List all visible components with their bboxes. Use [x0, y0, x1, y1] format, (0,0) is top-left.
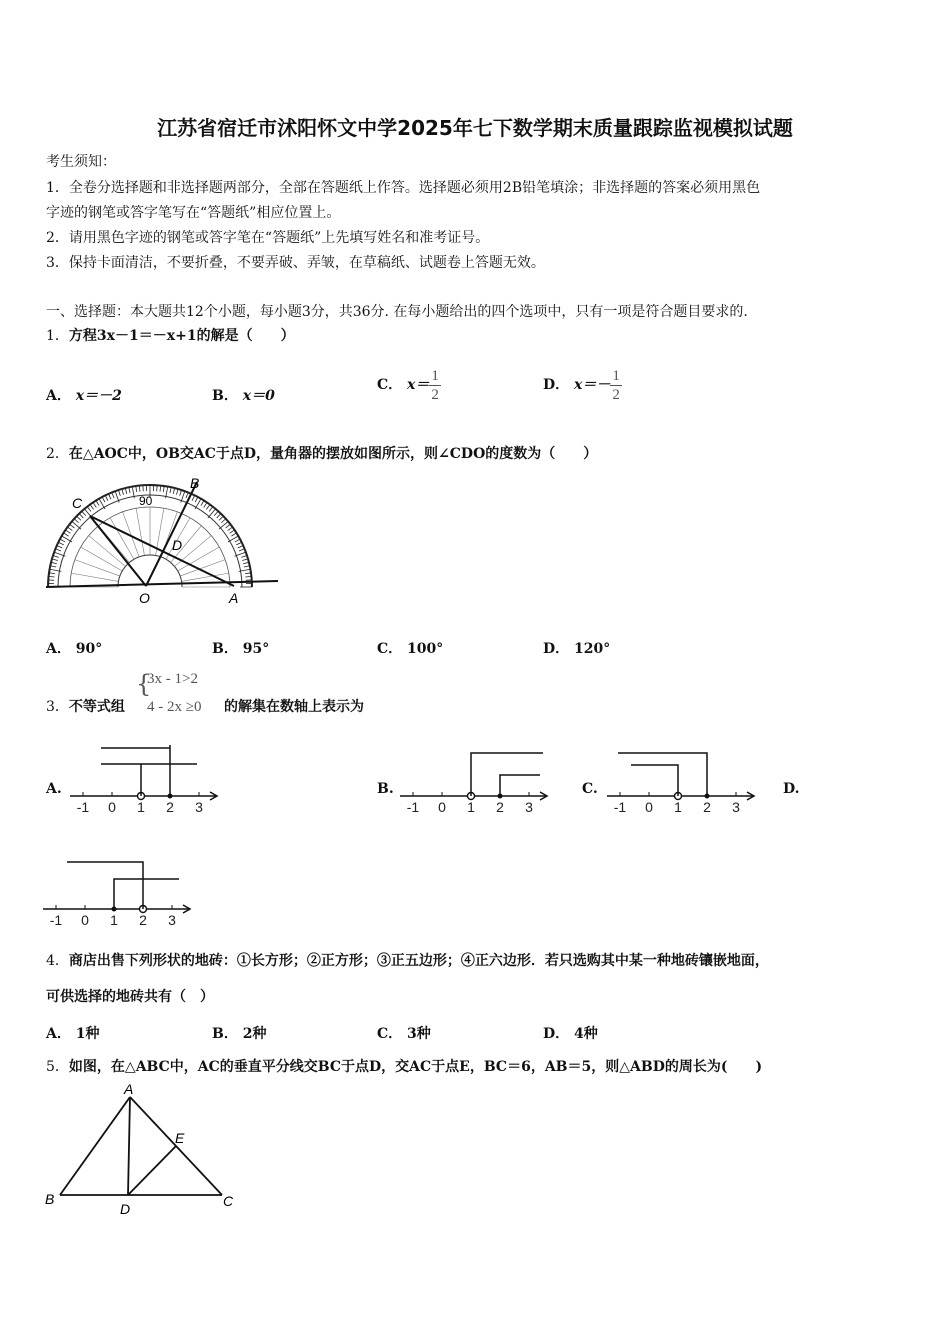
protractor-tick: [93, 502, 96, 507]
protractor-tick: [173, 488, 174, 494]
tick-label: 2: [496, 799, 504, 815]
protractor-tick: [112, 492, 114, 498]
tick-label: 0: [645, 799, 653, 815]
protractor-tick: [67, 527, 72, 531]
protractor-ray: [71, 573, 118, 581]
question-stem: 如图，在△ABC中，AC的垂直平分线交BC于点D，交AC于点E，BC＝6，AB＝5，则△ABD的周长为( ): [68, 1059, 763, 1075]
q4-option-c[interactable]: C． 3种: [377, 1026, 431, 1042]
protractor-tick: [82, 511, 86, 515]
tick-label: -1: [76, 799, 90, 815]
protractor-tick: [201, 500, 204, 505]
label-b: B: [190, 475, 200, 491]
notice-item-3: 3．保持卡面清洁，不要折叠，不要弄破、弄皱，在草稿纸、试题卷上答题无效。: [46, 255, 545, 271]
protractor-tick: [217, 514, 221, 518]
brace: {: [136, 670, 152, 698]
protractor-tick: [235, 539, 240, 542]
protractor-tick: [51, 562, 57, 563]
protractor-figure: [40, 470, 280, 610]
tick-label: 2: [703, 799, 711, 815]
protractor-tick: [238, 546, 243, 548]
protractor-ray: [123, 512, 139, 557]
notice-item-2: 2．请用黑色字迹的钢笔或答字笔在“答题纸”上先填写姓名和准考证号。: [46, 230, 490, 246]
number-line-a[interactable]: [68, 745, 223, 815]
protractor-tick: [176, 489, 178, 495]
q1-option-c[interactable]: C． x＝ $\frac{1}{2}$: [377, 367, 439, 403]
label-o: O: [139, 590, 150, 606]
question-stem: 方程3x－1＝－x+1的解是（ ）: [68, 328, 295, 344]
protractor-tick: [180, 490, 182, 496]
page-title: 江苏省宿迁市沭阳怀文中学2025年七下数学期末质量跟踪监视模拟试题: [157, 116, 793, 140]
protractor-tick: [243, 562, 249, 563]
q1-option-b[interactable]: B． x＝0: [212, 388, 275, 404]
protractor-tick: [221, 519, 225, 523]
protractor-tick: [118, 490, 120, 496]
q4-option-b[interactable]: B． 2种: [212, 1026, 267, 1042]
protractor-tick: [87, 507, 91, 512]
q1-option-a[interactable]: A． x＝－2: [46, 388, 122, 404]
protractor-tick: [219, 521, 228, 529]
protractor-tick: [129, 487, 130, 493]
q3-option-d-label[interactable]: D.: [783, 781, 800, 797]
protractor-tick: [236, 542, 241, 545]
protractor-tick: [192, 495, 195, 500]
question-2: [46, 444, 597, 464]
question-stem-post: 的解集在数轴上表示为: [224, 699, 364, 715]
protractor-tick: [52, 559, 58, 561]
protractor-tick: [204, 502, 207, 507]
protractor-tick: [228, 527, 233, 531]
protractor-tick: [122, 489, 124, 495]
protractor-tick: [195, 497, 198, 502]
protractor-ray: [110, 518, 134, 560]
tick-label: 1: [467, 799, 475, 815]
tick-label: 0: [108, 799, 116, 815]
protractor-tick: [242, 559, 248, 561]
tick-label: 0: [438, 799, 446, 815]
protractor-tick: [96, 500, 99, 505]
protractor-ray: [136, 508, 144, 555]
protractor-tick: [206, 504, 210, 509]
section-heading: 一、选择题：本大题共12个小题，每小题3分，共36分. 在每小题给出的四个选项中，只有一项是符合题目要求的.: [46, 304, 748, 320]
question-4-line-1: 4．商店出售下列形状的地砖：①长方形；②正方形；③正五边形；④正六边形．若只选购其中某一种地砖镶嵌地面，: [46, 953, 769, 969]
protractor-tick: [170, 487, 171, 493]
protractor-tick: [57, 546, 62, 548]
protractor-tick: [65, 530, 70, 533]
question-stem: 不等式组: [68, 699, 125, 715]
fraction: $\frac{1}{2}$: [612, 367, 620, 403]
protractor-ray: [178, 547, 220, 571]
protractor-tick: [226, 524, 231, 528]
protractor-tick: [55, 549, 61, 551]
protractor-tick: [230, 530, 235, 533]
label-a: A: [124, 1082, 134, 1097]
protractor-tick: [219, 516, 223, 520]
protractor-tick: [209, 507, 213, 512]
q2-option-c[interactable]: C． 100°: [377, 641, 444, 657]
label-d: D: [172, 537, 183, 553]
protractor-tick: [109, 494, 111, 499]
question-1: [46, 326, 295, 346]
protractor-tick: [70, 524, 75, 528]
question-stem: 在△AOC中，OB交AC于点D，量角器的摆放如图所示，则∠CDO的度数为（ ）: [68, 446, 598, 462]
inequality-1: 3x - 1>2: [147, 671, 198, 687]
protractor-tick: [214, 511, 218, 515]
notice-heading: 考生须知：: [46, 154, 116, 170]
notice-item-1-cont: 字迹的钢笔或答字笔写在“答题纸”相应位置上。: [46, 205, 341, 221]
tick-label: -1: [613, 799, 627, 815]
label-c: C: [223, 1193, 234, 1209]
notice-item-1: 1．全卷分选择题和非选择题两部分，全部在答题纸上作答。选择题必须用2B铅笔填涂；非选择题的答案必须用黑色: [46, 180, 761, 196]
tick-label: -1: [406, 799, 420, 815]
protractor-tick: [102, 497, 105, 502]
tick-label: -1: [49, 912, 63, 928]
tick-label: 3: [525, 799, 533, 815]
protractor-tick: [60, 539, 65, 542]
tick-label: 3: [732, 799, 740, 815]
number-line-c[interactable]: [605, 745, 760, 815]
protractor-tick: [208, 509, 216, 518]
triangle-figure: [40, 1082, 250, 1222]
question-4-line-2: 可供选择的地砖共有（ ）: [46, 989, 214, 1005]
q1-option-d[interactable]: D． x＝－ $\frac{1}{2}$: [543, 367, 620, 403]
protractor-tick: [239, 549, 245, 551]
protractor-tick: [58, 542, 63, 545]
question-stem: 商店出售下列形状的地砖：①长方形；②正方形；③正五边形；④正六边形．若只选购其中某一种地砖镶嵌地面，: [68, 953, 769, 969]
tick-label: 0: [81, 912, 89, 928]
tick-label: 1: [137, 799, 145, 815]
protractor-tick: [244, 566, 250, 567]
protractor-tick: [241, 555, 247, 557]
protractor-tick: [186, 492, 188, 498]
label-90: 90: [139, 494, 153, 508]
protractor-tick: [105, 495, 108, 500]
q3-option-b-label[interactable]: B.: [377, 781, 394, 797]
fraction: $\frac{1}{2}$: [431, 367, 439, 403]
protractor-tick: [50, 566, 56, 567]
protractor-tick: [231, 533, 236, 536]
protractor-tick: [90, 504, 94, 509]
protractor-tick: [53, 555, 59, 557]
q2-option-d[interactable]: D． 120°: [543, 641, 611, 657]
number-line-d[interactable]: [41, 858, 196, 938]
protractor-tick: [74, 519, 78, 523]
protractor-tick: [79, 514, 83, 518]
question-number: 2．: [46, 446, 69, 462]
tick-label: 3: [168, 912, 176, 928]
number-line-b[interactable]: [398, 745, 553, 815]
q2-option-a[interactable]: A． 90°: [46, 641, 103, 657]
label-b: B: [45, 1191, 55, 1207]
q4-option-a[interactable]: A． 1种: [46, 1026, 100, 1042]
protractor-tick: [63, 533, 68, 536]
label-d: D: [120, 1201, 131, 1217]
question-number: 1．: [46, 328, 69, 344]
label-c: C: [72, 495, 83, 511]
q2-option-b[interactable]: B． 95°: [212, 641, 270, 657]
protractor-tick: [125, 488, 126, 494]
protractor-tick: [77, 516, 81, 520]
protractor-ray: [75, 560, 120, 576]
tick-label: 1: [110, 912, 118, 928]
q3-option-a-label[interactable]: A.: [46, 781, 62, 797]
tick-label: 3: [195, 799, 203, 815]
q3-option-c-label[interactable]: C.: [582, 781, 598, 797]
protractor-tick: [72, 521, 81, 529]
question-3-number: 3．不等式组: [46, 699, 125, 715]
q4-option-d[interactable]: D． 4种: [543, 1026, 598, 1042]
tick-label: 2: [139, 912, 147, 928]
tick-label: 1: [674, 799, 682, 815]
label-a: A: [229, 590, 239, 606]
question-5: 5．如图，在△ABC中，AC的垂直平分线交BC于点D，交AC于点E，BC＝6，AB＝5，则△ABD的周长为( ): [46, 1059, 763, 1075]
inequality-2: 4 - 2x ≥0: [147, 699, 202, 715]
label-e: E: [175, 1130, 185, 1146]
protractor-ray: [81, 547, 123, 571]
tick-label: 2: [166, 799, 174, 815]
